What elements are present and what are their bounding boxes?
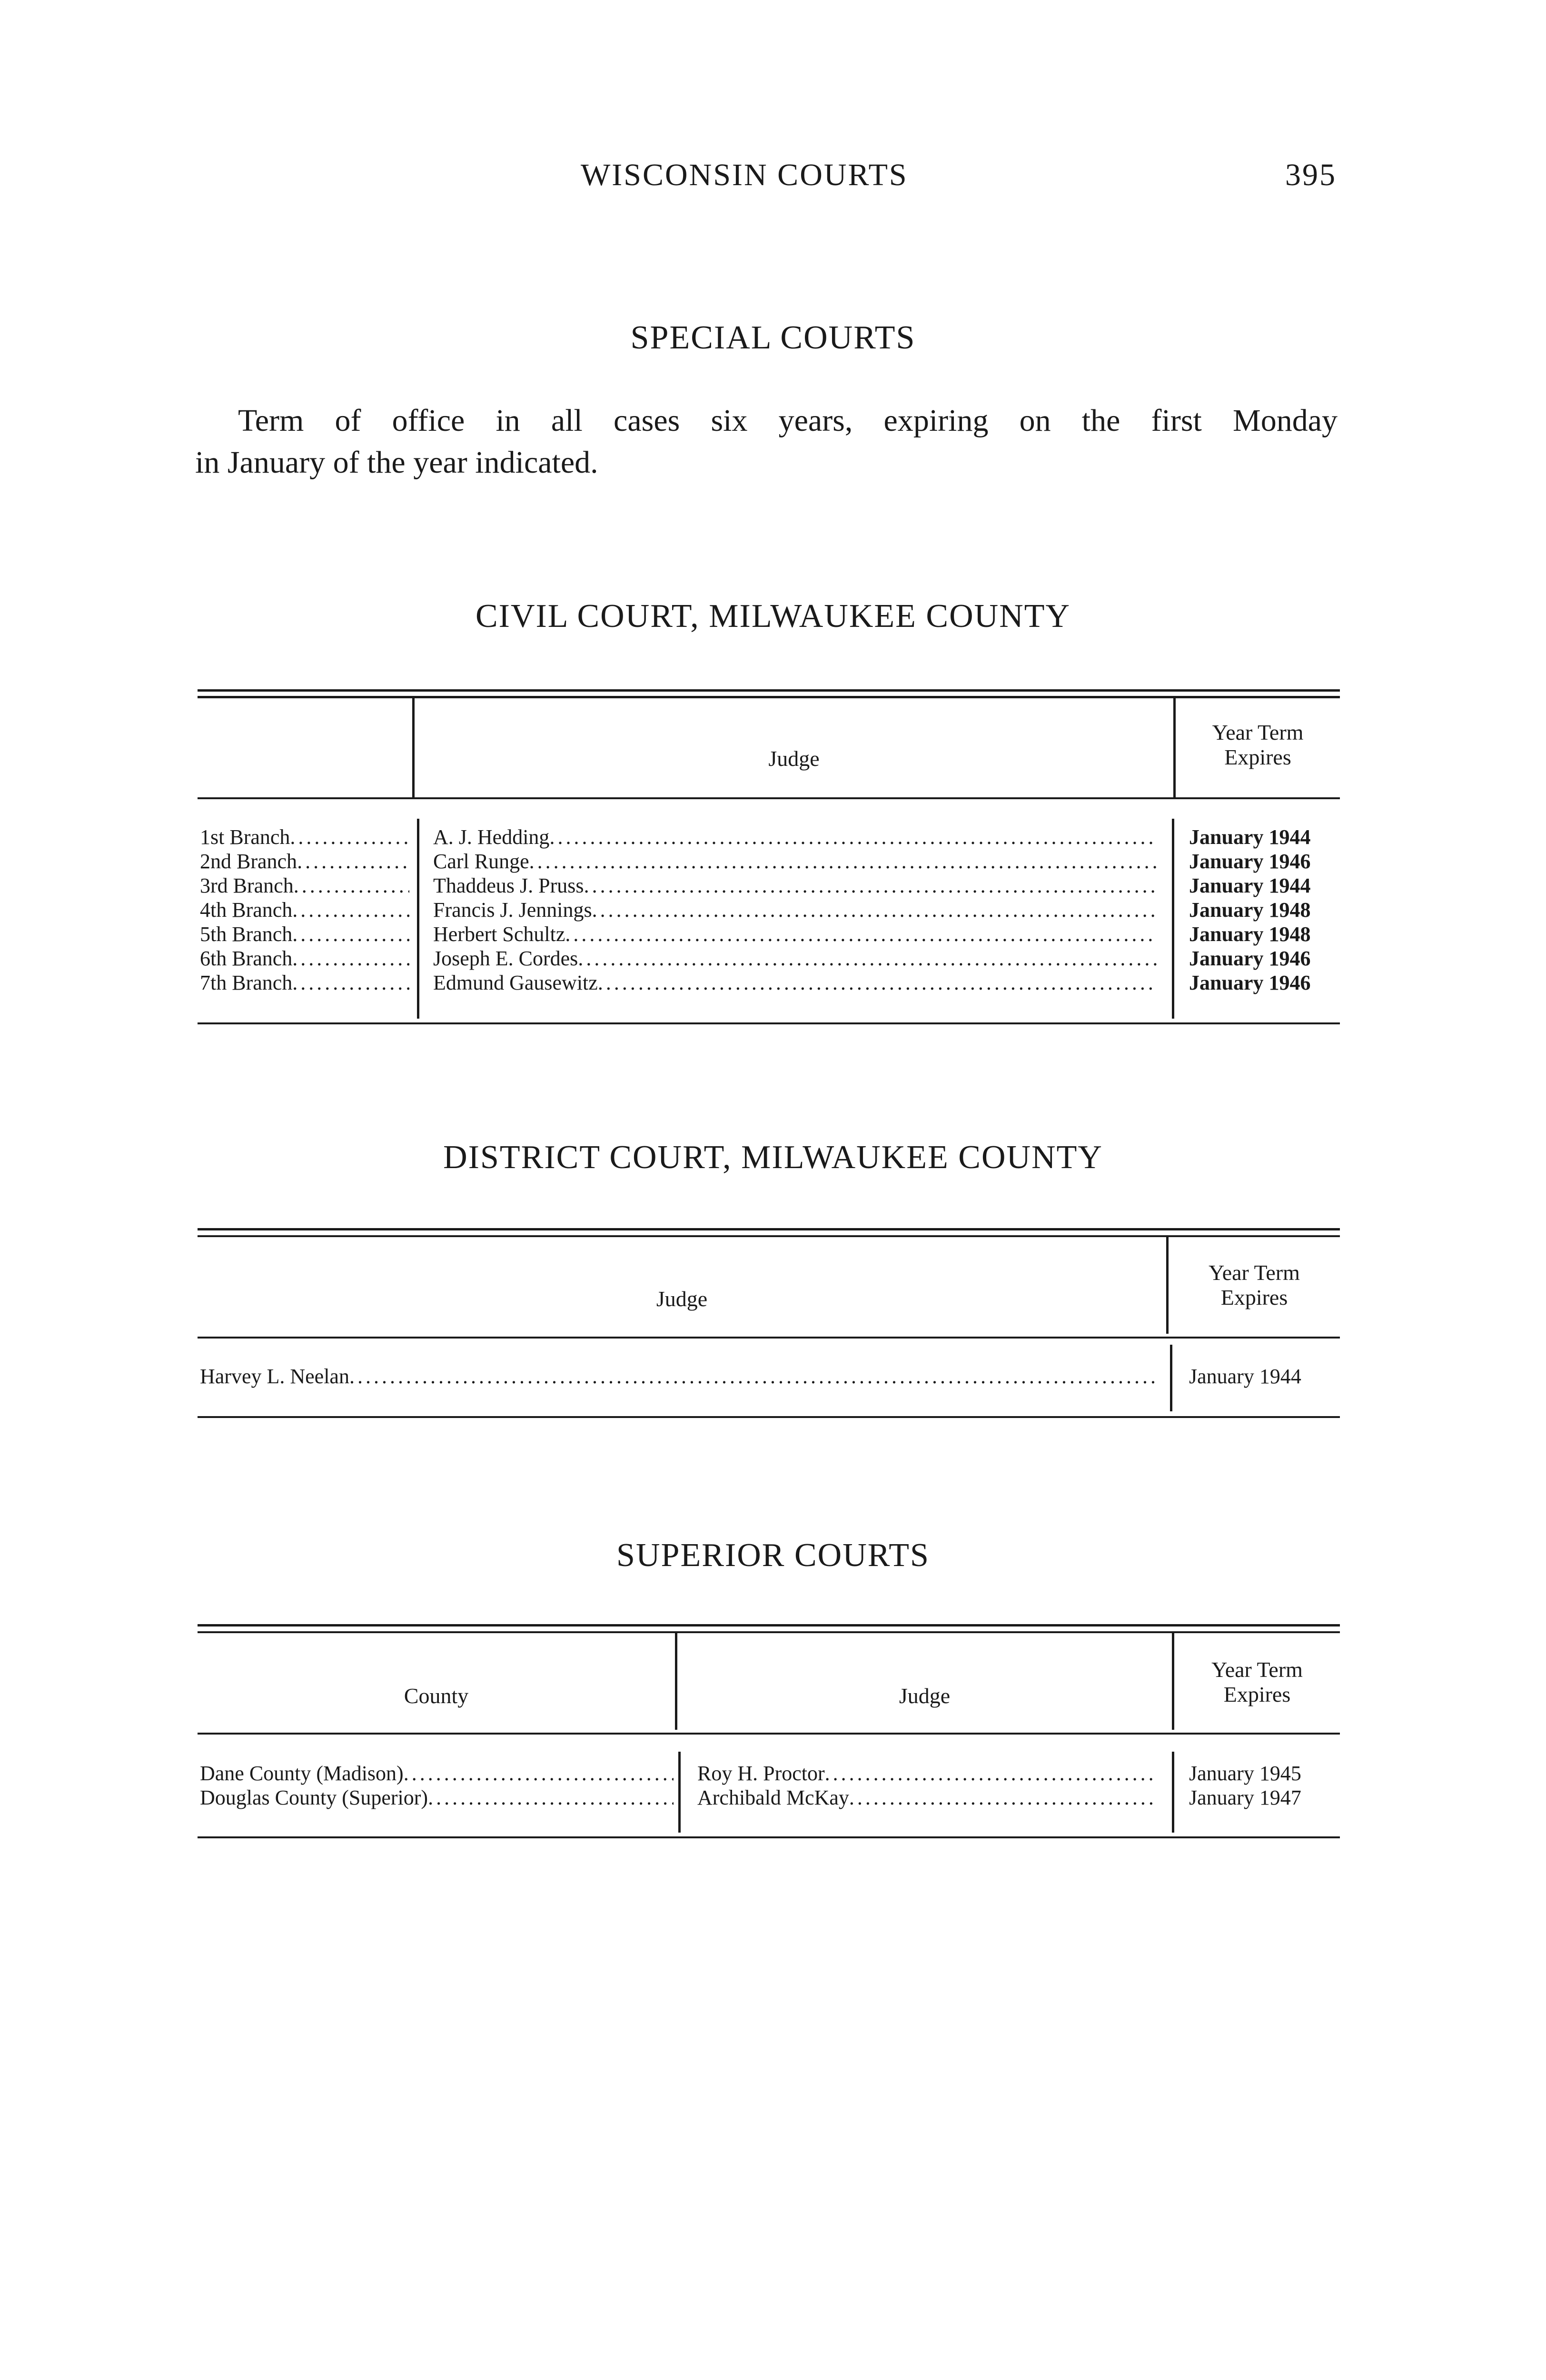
intro-line-2: in January of the year indicated. xyxy=(195,445,598,480)
civil-branch-cell xyxy=(200,971,409,995)
superior-judge-cell-text: Archibald McKay xyxy=(697,1786,849,1809)
dot-leader xyxy=(292,922,409,946)
superior-top-rule-2 xyxy=(198,1631,1340,1633)
dot-leader xyxy=(578,946,1157,971)
civil-judge-cell xyxy=(433,898,1157,922)
civil-branch-cell-text: 4th Branch xyxy=(200,898,293,922)
civil-branch-cell xyxy=(200,849,409,873)
civil-header-rule xyxy=(198,797,1340,799)
civil-branch-cell xyxy=(200,873,409,898)
civil-expires-cell: January 1948 xyxy=(1189,922,1311,946)
district-header-rule xyxy=(198,1337,1340,1339)
dot-leader xyxy=(290,825,409,849)
civil-branch-cell-text: 2nd Branch xyxy=(200,850,297,873)
civil-court-title: CIVIL COURT, MILWAUKEE COUNTY xyxy=(475,598,1071,635)
civil-judge-cell xyxy=(433,849,1157,873)
dot-leader xyxy=(294,873,409,898)
district-judge-cell-text: Harvey L. Neelan xyxy=(200,1365,349,1388)
district-judge-cell xyxy=(200,1364,1154,1388)
civil-branch-cell xyxy=(200,825,409,849)
civil-top-rule-1 xyxy=(198,689,1340,692)
district-header-judge: Judge xyxy=(656,1287,708,1311)
dot-leader xyxy=(592,898,1157,922)
district-body-divider xyxy=(1170,1345,1172,1411)
superior-header-divider-left xyxy=(675,1633,677,1730)
dot-leader xyxy=(549,825,1157,849)
superior-expires-cell: January 1945 xyxy=(1189,1762,1301,1785)
civil-judge-cell xyxy=(433,873,1157,898)
superior-judge-cell-text: Roy H. Proctor xyxy=(697,1762,825,1785)
civil-expires-cell: January 1944 xyxy=(1189,825,1311,849)
district-header-year-term: Year Term xyxy=(1209,1260,1300,1285)
dot-leader xyxy=(428,1785,674,1810)
superior-judge-cell xyxy=(697,1761,1157,1785)
dot-leader xyxy=(297,849,409,873)
civil-branch-cell-text: 3rd Branch xyxy=(200,874,294,897)
civil-branch-cell-text: 7th Branch xyxy=(200,971,293,994)
superior-courts-title: SUPERIOR COURTS xyxy=(616,1537,930,1574)
superior-county-cell xyxy=(200,1785,674,1810)
civil-judge-cell xyxy=(433,971,1157,995)
civil-header-year-term: Year Term xyxy=(1212,720,1304,744)
superior-county-cell-text: Douglas County (Superior) xyxy=(200,1786,428,1809)
dot-leader xyxy=(529,849,1157,873)
civil-branch-cell xyxy=(200,898,409,922)
dot-leader xyxy=(292,898,409,922)
civil-expires-cell: January 1946 xyxy=(1189,850,1311,873)
superior-bottom-rule xyxy=(198,1836,1340,1838)
civil-judge-cell-text: Herbert Schultz xyxy=(433,922,565,946)
intro-paragraph xyxy=(195,400,1338,484)
dot-leader xyxy=(849,1785,1157,1810)
superior-body-divider-right xyxy=(1172,1752,1174,1833)
civil-bottom-rule xyxy=(198,1022,1340,1024)
running-title: WISCONSIN COURTS xyxy=(581,158,908,192)
civil-branch-cell xyxy=(200,946,409,971)
district-bottom-rule xyxy=(198,1416,1340,1418)
civil-judge-cell-text: Carl Runge xyxy=(433,850,529,873)
dot-leader xyxy=(598,971,1157,995)
superior-header-year-term: Year Term xyxy=(1211,1657,1303,1682)
civil-branch-cell xyxy=(200,922,409,946)
civil-body-divider-left xyxy=(417,819,419,1019)
civil-branch-cell-text: 5th Branch xyxy=(200,922,293,946)
superior-judge-cell xyxy=(697,1785,1157,1810)
superior-county-cell-text: Dane County (Madison) xyxy=(200,1762,404,1785)
superior-top-rule-1 xyxy=(198,1624,1340,1626)
dot-leader xyxy=(404,1761,674,1785)
dot-leader xyxy=(292,946,409,971)
civil-judge-cell xyxy=(433,946,1157,971)
district-top-rule-2 xyxy=(198,1235,1340,1237)
civil-header-judge: Judge xyxy=(768,746,820,771)
civil-body-divider-right xyxy=(1172,819,1174,1019)
civil-branch-cell-text: 6th Branch xyxy=(200,947,293,970)
superior-header-expires: Expires xyxy=(1223,1682,1291,1706)
district-expires-cell: January 1944 xyxy=(1189,1365,1301,1388)
superior-header-county: County xyxy=(404,1684,469,1708)
intro-line-1: Term of office in all cases six years, expiring on the first Monday xyxy=(238,403,1338,438)
dot-leader xyxy=(825,1761,1157,1785)
civil-judge-cell-text: A. J. Hedding xyxy=(433,825,550,849)
civil-expires-cell: January 1944 xyxy=(1189,874,1311,897)
dot-leader xyxy=(584,873,1157,898)
civil-judge-cell-text: Edmund Gausewitz xyxy=(433,971,598,994)
district-header-expires: Expires xyxy=(1220,1285,1288,1309)
civil-judge-cell xyxy=(433,825,1157,849)
dot-leader xyxy=(349,1364,1154,1388)
civil-expires-cell: January 1946 xyxy=(1189,947,1311,970)
district-court-title: DISTRICT COURT, MILWAUKEE COUNTY xyxy=(443,1139,1103,1176)
superior-expires-cell: January 1947 xyxy=(1189,1786,1301,1809)
civil-judge-cell-text: Joseph E. Cordes xyxy=(433,947,578,970)
page-number: 395 xyxy=(1285,158,1337,192)
district-top-rule-1 xyxy=(198,1228,1340,1230)
superior-header-rule xyxy=(198,1733,1340,1735)
civil-expires-cell: January 1946 xyxy=(1189,971,1311,994)
special-courts-title: SPECIAL COURTS xyxy=(630,319,916,356)
superior-body-divider-left xyxy=(678,1752,681,1833)
civil-top-rule-2 xyxy=(198,696,1340,698)
civil-header-expires: Expires xyxy=(1224,745,1291,769)
civil-branch-cell-text: 1st Branch xyxy=(200,825,290,849)
superior-county-cell xyxy=(200,1761,674,1785)
civil-judge-cell xyxy=(433,922,1157,946)
civil-judge-cell-text: Thaddeus J. Pruss xyxy=(433,874,584,897)
superior-header-judge: Judge xyxy=(899,1684,951,1708)
dot-leader xyxy=(292,971,409,995)
civil-expires-cell: January 1948 xyxy=(1189,898,1311,922)
dot-leader xyxy=(565,922,1157,946)
civil-judge-cell-text: Francis J. Jennings xyxy=(433,898,592,922)
